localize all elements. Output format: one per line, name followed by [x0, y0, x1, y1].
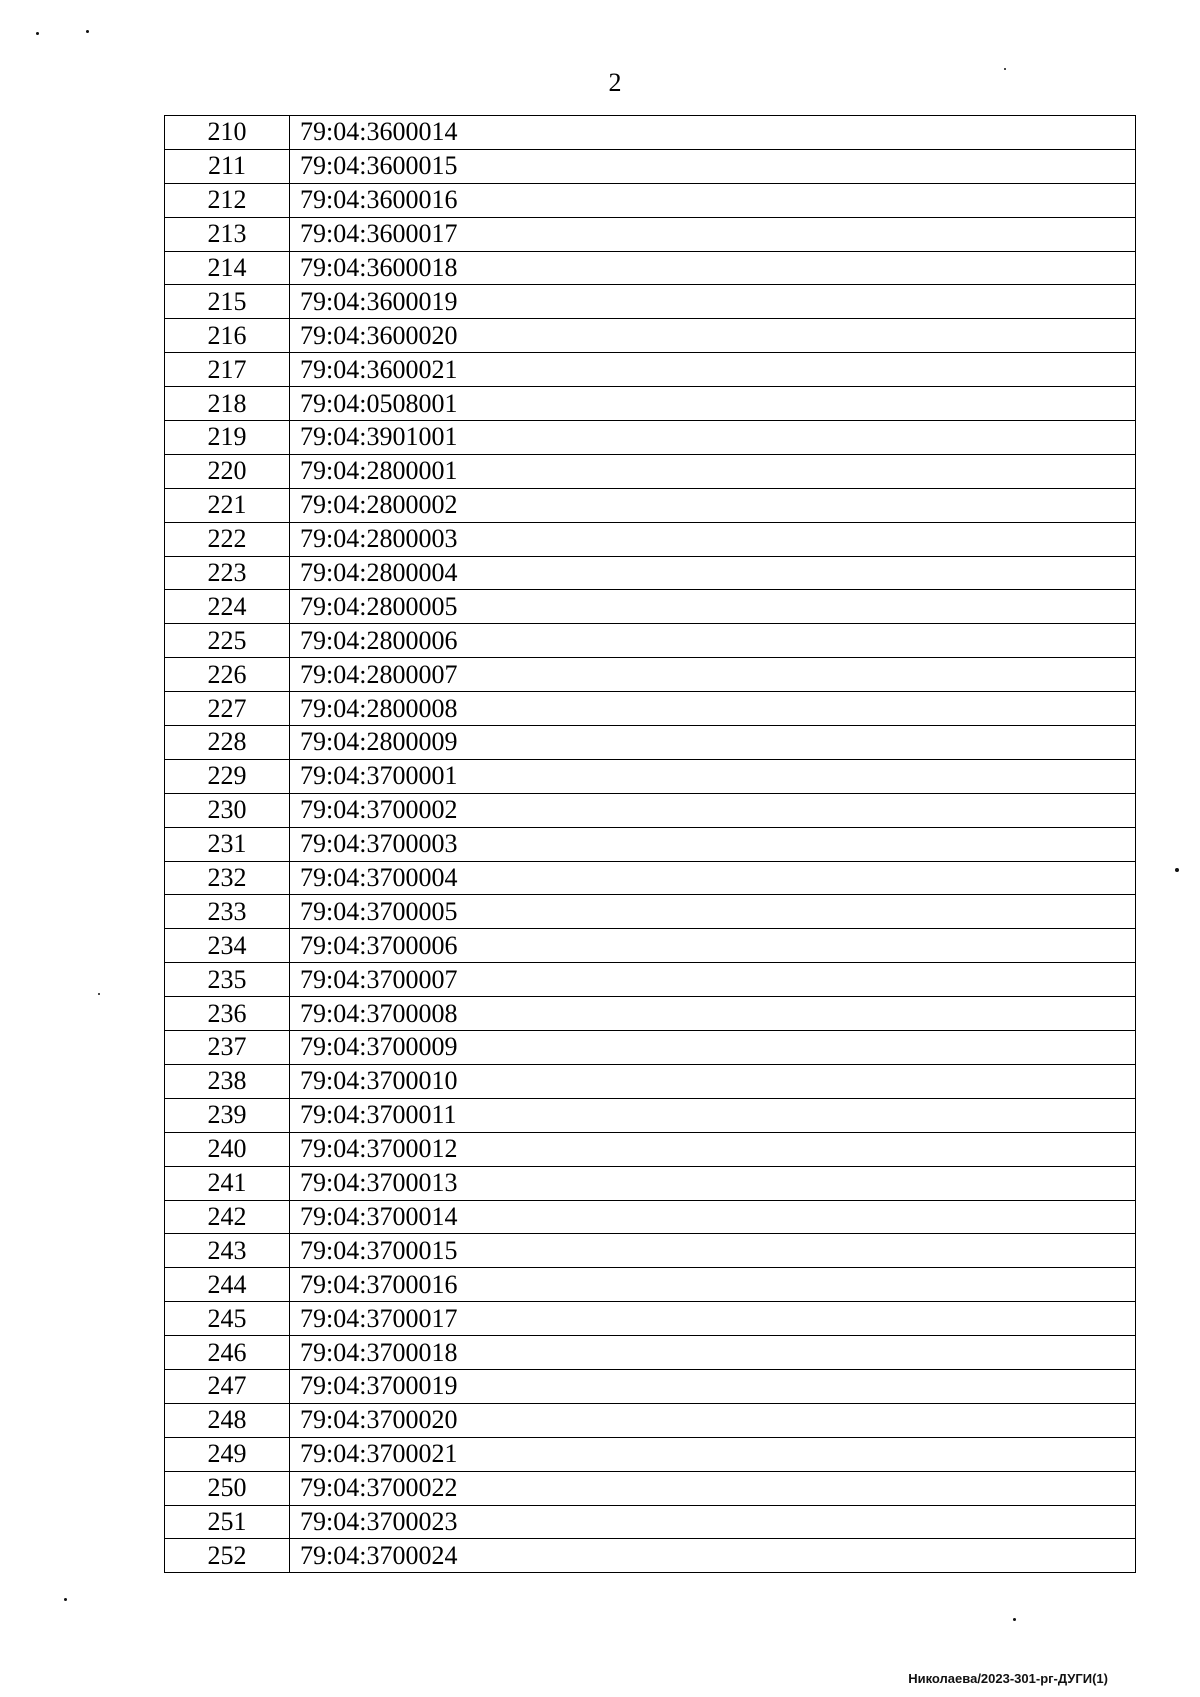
table-row — [165, 488, 1136, 522]
table-row — [165, 759, 1136, 793]
cadastral-number-cell: 79:04:3901001 — [290, 421, 1136, 455]
table-row — [165, 1132, 1136, 1166]
cadastral-number-cell: 79:04:3700016 — [290, 1268, 1136, 1302]
row-number-cell: 214 — [165, 251, 290, 285]
cadastral-number-cell: 79:04:0508001 — [290, 387, 1136, 421]
row-number-cell: 241 — [165, 1166, 290, 1200]
table-row — [165, 556, 1136, 590]
cadastral-number-cell: 79:04:2800004 — [290, 556, 1136, 590]
scan-speck — [36, 32, 39, 35]
row-number-cell: 250 — [165, 1471, 290, 1505]
cadastral-number-cell: 79:04:2800005 — [290, 590, 1136, 624]
cadastral-number-cell: 79:04:3600014 — [290, 116, 1136, 150]
cadastral-number-cell: 79:04:3600020 — [290, 319, 1136, 353]
cadastral-number-cell: 79:04:2800009 — [290, 726, 1136, 760]
row-number-cell: 244 — [165, 1268, 290, 1302]
row-number-cell: 249 — [165, 1437, 290, 1471]
cadastral-number-cell: 79:04:3700017 — [290, 1302, 1136, 1336]
table-row — [165, 1437, 1136, 1471]
row-number-cell: 242 — [165, 1200, 290, 1234]
row-number-cell: 243 — [165, 1234, 290, 1268]
row-number-cell: 230 — [165, 793, 290, 827]
row-number-cell: 220 — [165, 454, 290, 488]
table-row — [165, 997, 1136, 1031]
cadastral-number-cell: 79:04:3700009 — [290, 1031, 1136, 1065]
row-number-cell: 213 — [165, 217, 290, 251]
page-number: 2 — [608, 68, 622, 97]
table-row — [165, 1166, 1136, 1200]
cadastral-number-cell: 79:04:3700007 — [290, 963, 1136, 997]
table-row — [165, 1098, 1136, 1132]
cadastral-number-cell: 79:04:3700015 — [290, 1234, 1136, 1268]
cadastral-number-cell: 79:04:3700008 — [290, 997, 1136, 1031]
row-number-cell: 232 — [165, 861, 290, 895]
table-body — [165, 116, 1136, 1573]
row-number-cell: 235 — [165, 963, 290, 997]
table-row — [165, 929, 1136, 963]
table-row — [165, 319, 1136, 353]
table-row — [165, 1200, 1136, 1234]
table-row — [165, 692, 1136, 726]
row-number-cell: 212 — [165, 183, 290, 217]
row-number-cell: 237 — [165, 1031, 290, 1065]
cadastral-number-cell: 79:04:3600018 — [290, 251, 1136, 285]
row-number-cell: 238 — [165, 1064, 290, 1098]
table-row — [165, 1064, 1136, 1098]
table-row — [165, 726, 1136, 760]
cadastral-number-cell: 79:04:3700006 — [290, 929, 1136, 963]
table-row — [165, 285, 1136, 319]
cadastral-number-cell: 79:04:2800002 — [290, 488, 1136, 522]
row-number-cell: 231 — [165, 827, 290, 861]
table-row — [165, 895, 1136, 929]
row-number-cell: 251 — [165, 1505, 290, 1539]
table-row — [165, 1539, 1136, 1573]
scan-speck — [64, 1598, 67, 1601]
table-row — [165, 1505, 1136, 1539]
cadastral-number-cell: 79:04:3600019 — [290, 285, 1136, 319]
table-row — [165, 387, 1136, 421]
row-number-cell: 224 — [165, 590, 290, 624]
cadastral-number-cell: 79:04:3700010 — [290, 1064, 1136, 1098]
row-number-cell: 218 — [165, 387, 290, 421]
table-row — [165, 522, 1136, 556]
row-number-cell: 245 — [165, 1302, 290, 1336]
cadastral-number-cell: 79:04:2800001 — [290, 454, 1136, 488]
row-number-cell: 223 — [165, 556, 290, 590]
row-number-cell: 246 — [165, 1336, 290, 1370]
row-number-cell: 219 — [165, 421, 290, 455]
cadastral-number-cell: 79:04:3700012 — [290, 1132, 1136, 1166]
table-row — [165, 1369, 1136, 1403]
table-row — [165, 590, 1136, 624]
cadastral-number-cell: 79:04:3600015 — [290, 149, 1136, 183]
row-number-cell: 227 — [165, 692, 290, 726]
cadastral-number-cell: 79:04:3600017 — [290, 217, 1136, 251]
cadastral-quarter-table — [164, 115, 1136, 1573]
scan-speck — [1175, 868, 1179, 872]
cadastral-number-cell: 79:04:3700020 — [290, 1403, 1136, 1437]
table-row — [165, 183, 1136, 217]
table-row — [165, 454, 1136, 488]
row-number-cell: 222 — [165, 522, 290, 556]
row-number-cell: 252 — [165, 1539, 290, 1573]
table-row — [165, 658, 1136, 692]
cadastral-number-cell: 79:04:3600016 — [290, 183, 1136, 217]
row-number-cell: 247 — [165, 1369, 290, 1403]
table-row — [165, 116, 1136, 150]
cadastral-number-cell: 79:04:2800007 — [290, 658, 1136, 692]
table-row — [165, 1031, 1136, 1065]
table-row — [165, 1234, 1136, 1268]
cadastral-number-cell: 79:04:3700013 — [290, 1166, 1136, 1200]
cadastral-number-cell: 79:04:3700021 — [290, 1437, 1136, 1471]
row-number-cell: 248 — [165, 1403, 290, 1437]
row-number-cell: 228 — [165, 726, 290, 760]
table-row — [165, 1471, 1136, 1505]
row-number-cell: 236 — [165, 997, 290, 1031]
scan-speck — [1013, 1618, 1016, 1621]
cadastral-number-cell: 79:04:3700023 — [290, 1505, 1136, 1539]
table-row — [165, 217, 1136, 251]
table-row — [165, 1302, 1136, 1336]
row-number-cell: 225 — [165, 624, 290, 658]
scan-speck — [86, 30, 89, 33]
cadastral-number-cell: 79:04:3700001 — [290, 759, 1136, 793]
cadastral-number-cell: 79:04:3700014 — [290, 1200, 1136, 1234]
cadastral-number-cell: 79:04:3700018 — [290, 1336, 1136, 1370]
row-number-cell: 221 — [165, 488, 290, 522]
scan-speck — [98, 993, 100, 995]
row-number-cell: 217 — [165, 353, 290, 387]
row-number-cell: 234 — [165, 929, 290, 963]
table-row — [165, 421, 1136, 455]
row-number-cell: 210 — [165, 116, 290, 150]
table-row — [165, 793, 1136, 827]
row-number-cell: 215 — [165, 285, 290, 319]
row-number-cell: 233 — [165, 895, 290, 929]
cadastral-number-cell: 79:04:3700003 — [290, 827, 1136, 861]
cadastral-number-cell: 79:04:3700002 — [290, 793, 1136, 827]
table-row — [165, 963, 1136, 997]
scan-speck — [1004, 68, 1006, 70]
table-row — [165, 1268, 1136, 1302]
table-row — [165, 149, 1136, 183]
cadastral-number-cell: 79:04:3700022 — [290, 1471, 1136, 1505]
cadastral-number-cell: 79:04:2800003 — [290, 522, 1136, 556]
table-row — [165, 861, 1136, 895]
row-number-cell: 239 — [165, 1098, 290, 1132]
table-row — [165, 827, 1136, 861]
table-row — [165, 624, 1136, 658]
cadastral-number-cell: 79:04:2800006 — [290, 624, 1136, 658]
table-row — [165, 1403, 1136, 1437]
table-row — [165, 1336, 1136, 1370]
table-row — [165, 251, 1136, 285]
cadastral-number-cell: 79:04:3700011 — [290, 1098, 1136, 1132]
footer-document-code: Николаева/2023-301-рг-ДУГИ(1) — [908, 1671, 1108, 1686]
cadastral-number-cell: 79:04:3700019 — [290, 1369, 1136, 1403]
row-number-cell: 211 — [165, 149, 290, 183]
cadastral-number-cell: 79:04:3700024 — [290, 1539, 1136, 1573]
table-row — [165, 353, 1136, 387]
cadastral-number-cell: 79:04:2800008 — [290, 692, 1136, 726]
cadastral-number-cell: 79:04:3700005 — [290, 895, 1136, 929]
cadastral-number-cell: 79:04:3600021 — [290, 353, 1136, 387]
cadastral-number-cell: 79:04:3700004 — [290, 861, 1136, 895]
row-number-cell: 216 — [165, 319, 290, 353]
row-number-cell: 240 — [165, 1132, 290, 1166]
row-number-cell: 226 — [165, 658, 290, 692]
row-number-cell: 229 — [165, 759, 290, 793]
